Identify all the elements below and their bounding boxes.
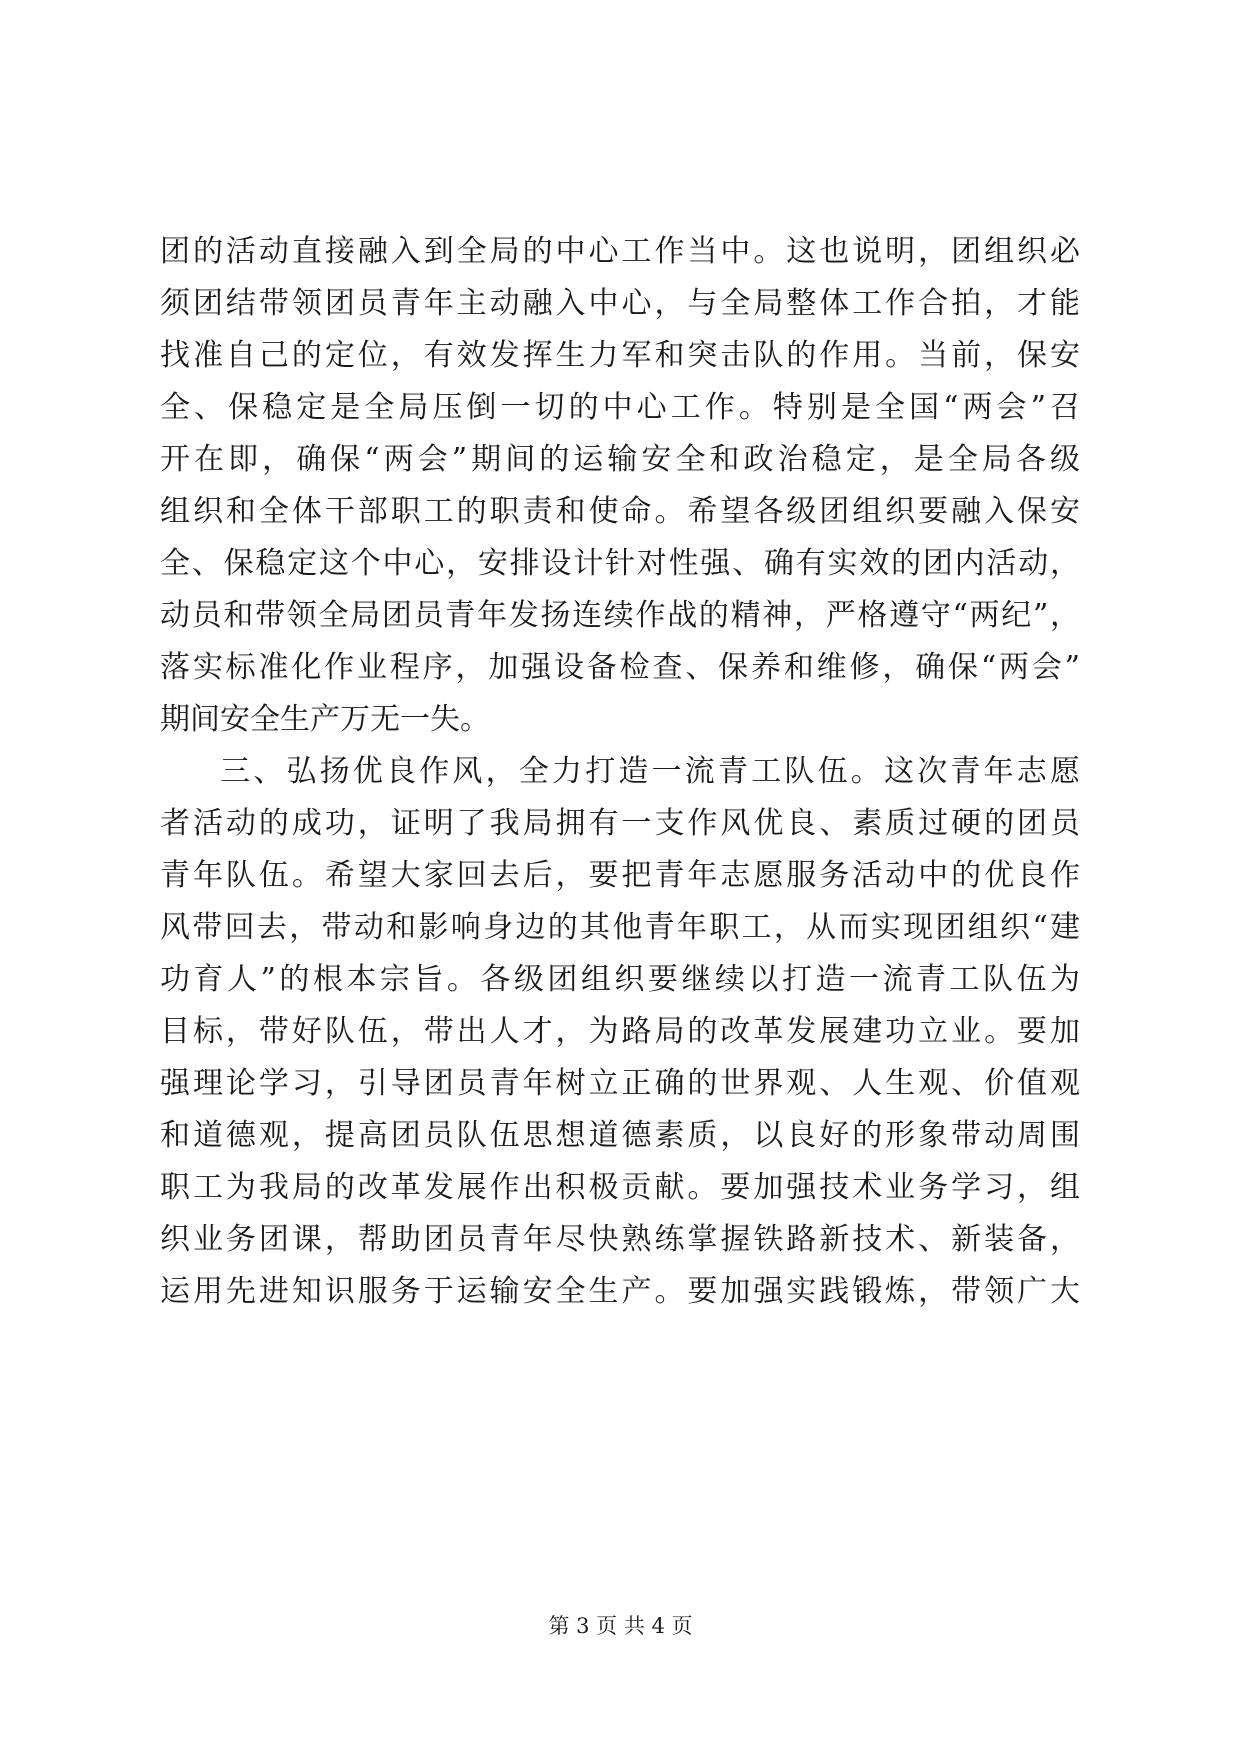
text-line: 强理论学习，引导团员青年树立正确的世界观、人生观、价值观 — [160, 1066, 1080, 1101]
text-line: 全、保稳定是全局压倒一切的中心工作。特别是全国“两会”召 — [160, 390, 1080, 425]
text-line: 动员和带领全局团员青年发扬连续作战的精神，严格遵守“两纪”， — [160, 598, 1080, 633]
text-line: 功育人”的根本宗旨。各级团组织要继续以打造一流青工队伍为 — [160, 962, 1080, 997]
text-line: 青年队伍。希望大家回去后，要把青年志愿服务活动中的优良作 — [160, 858, 1080, 893]
text-line: 开在即，确保“两会”期间的运输安全和政治稳定，是全局各级 — [160, 442, 1080, 477]
text-line: 全、保稳定这个中心，安排设计针对性强、确有实效的团内活动， — [160, 546, 1080, 581]
text-line: 期间安全生产万无一失。 — [160, 702, 490, 737]
text-line: 三、弘扬优良作风，全力打造一流青工队伍。这次青年志愿 — [220, 754, 1080, 789]
body-text — [160, 226, 1080, 1318]
text-line: 风带回去，带动和影响身边的其他青年职工，从而实现团组织“建 — [160, 910, 1080, 945]
text-line: 职工为我局的改革发展作出积极贡献。要加强技术业务学习，组 — [160, 1170, 1080, 1205]
text-line: 者活动的成功，证明了我局拥有一支作风优良、素质过硬的团员 — [160, 806, 1080, 841]
text-line: 组织和全体干部职工的职责和使命。希望各级团组织要融入保安 — [160, 494, 1080, 529]
text-line: 落实标准化作业程序，加强设备检查、保养和维修，确保“两会” — [160, 650, 1080, 685]
text-line: 运用先进知识服务于运输安全生产。要加强实践锻炼，带领广大 — [160, 1274, 1080, 1309]
page-footer: 第 3 页 共 4 页 — [548, 1614, 693, 1638]
text-line: 和道德观，提高团员队伍思想道德素质，以良好的形象带动周围 — [160, 1118, 1080, 1153]
text-line: 目标，带好队伍，带出人才，为路局的改革发展建功立业。要加 — [160, 1014, 1080, 1049]
text-line: 团的活动直接融入到全局的中心工作当中。这也说明，团组织必 — [160, 234, 1080, 269]
text-line: 须团结带领团员青年主动融入中心，与全局整体工作合拍，才能 — [160, 286, 1080, 321]
text-line: 找准自己的定位，有效发挥生力军和突击队的作用。当前，保安 — [160, 338, 1080, 373]
text-line: 织业务团课，帮助团员青年尽快熟练掌握铁路新技术、新装备， — [160, 1222, 1080, 1257]
